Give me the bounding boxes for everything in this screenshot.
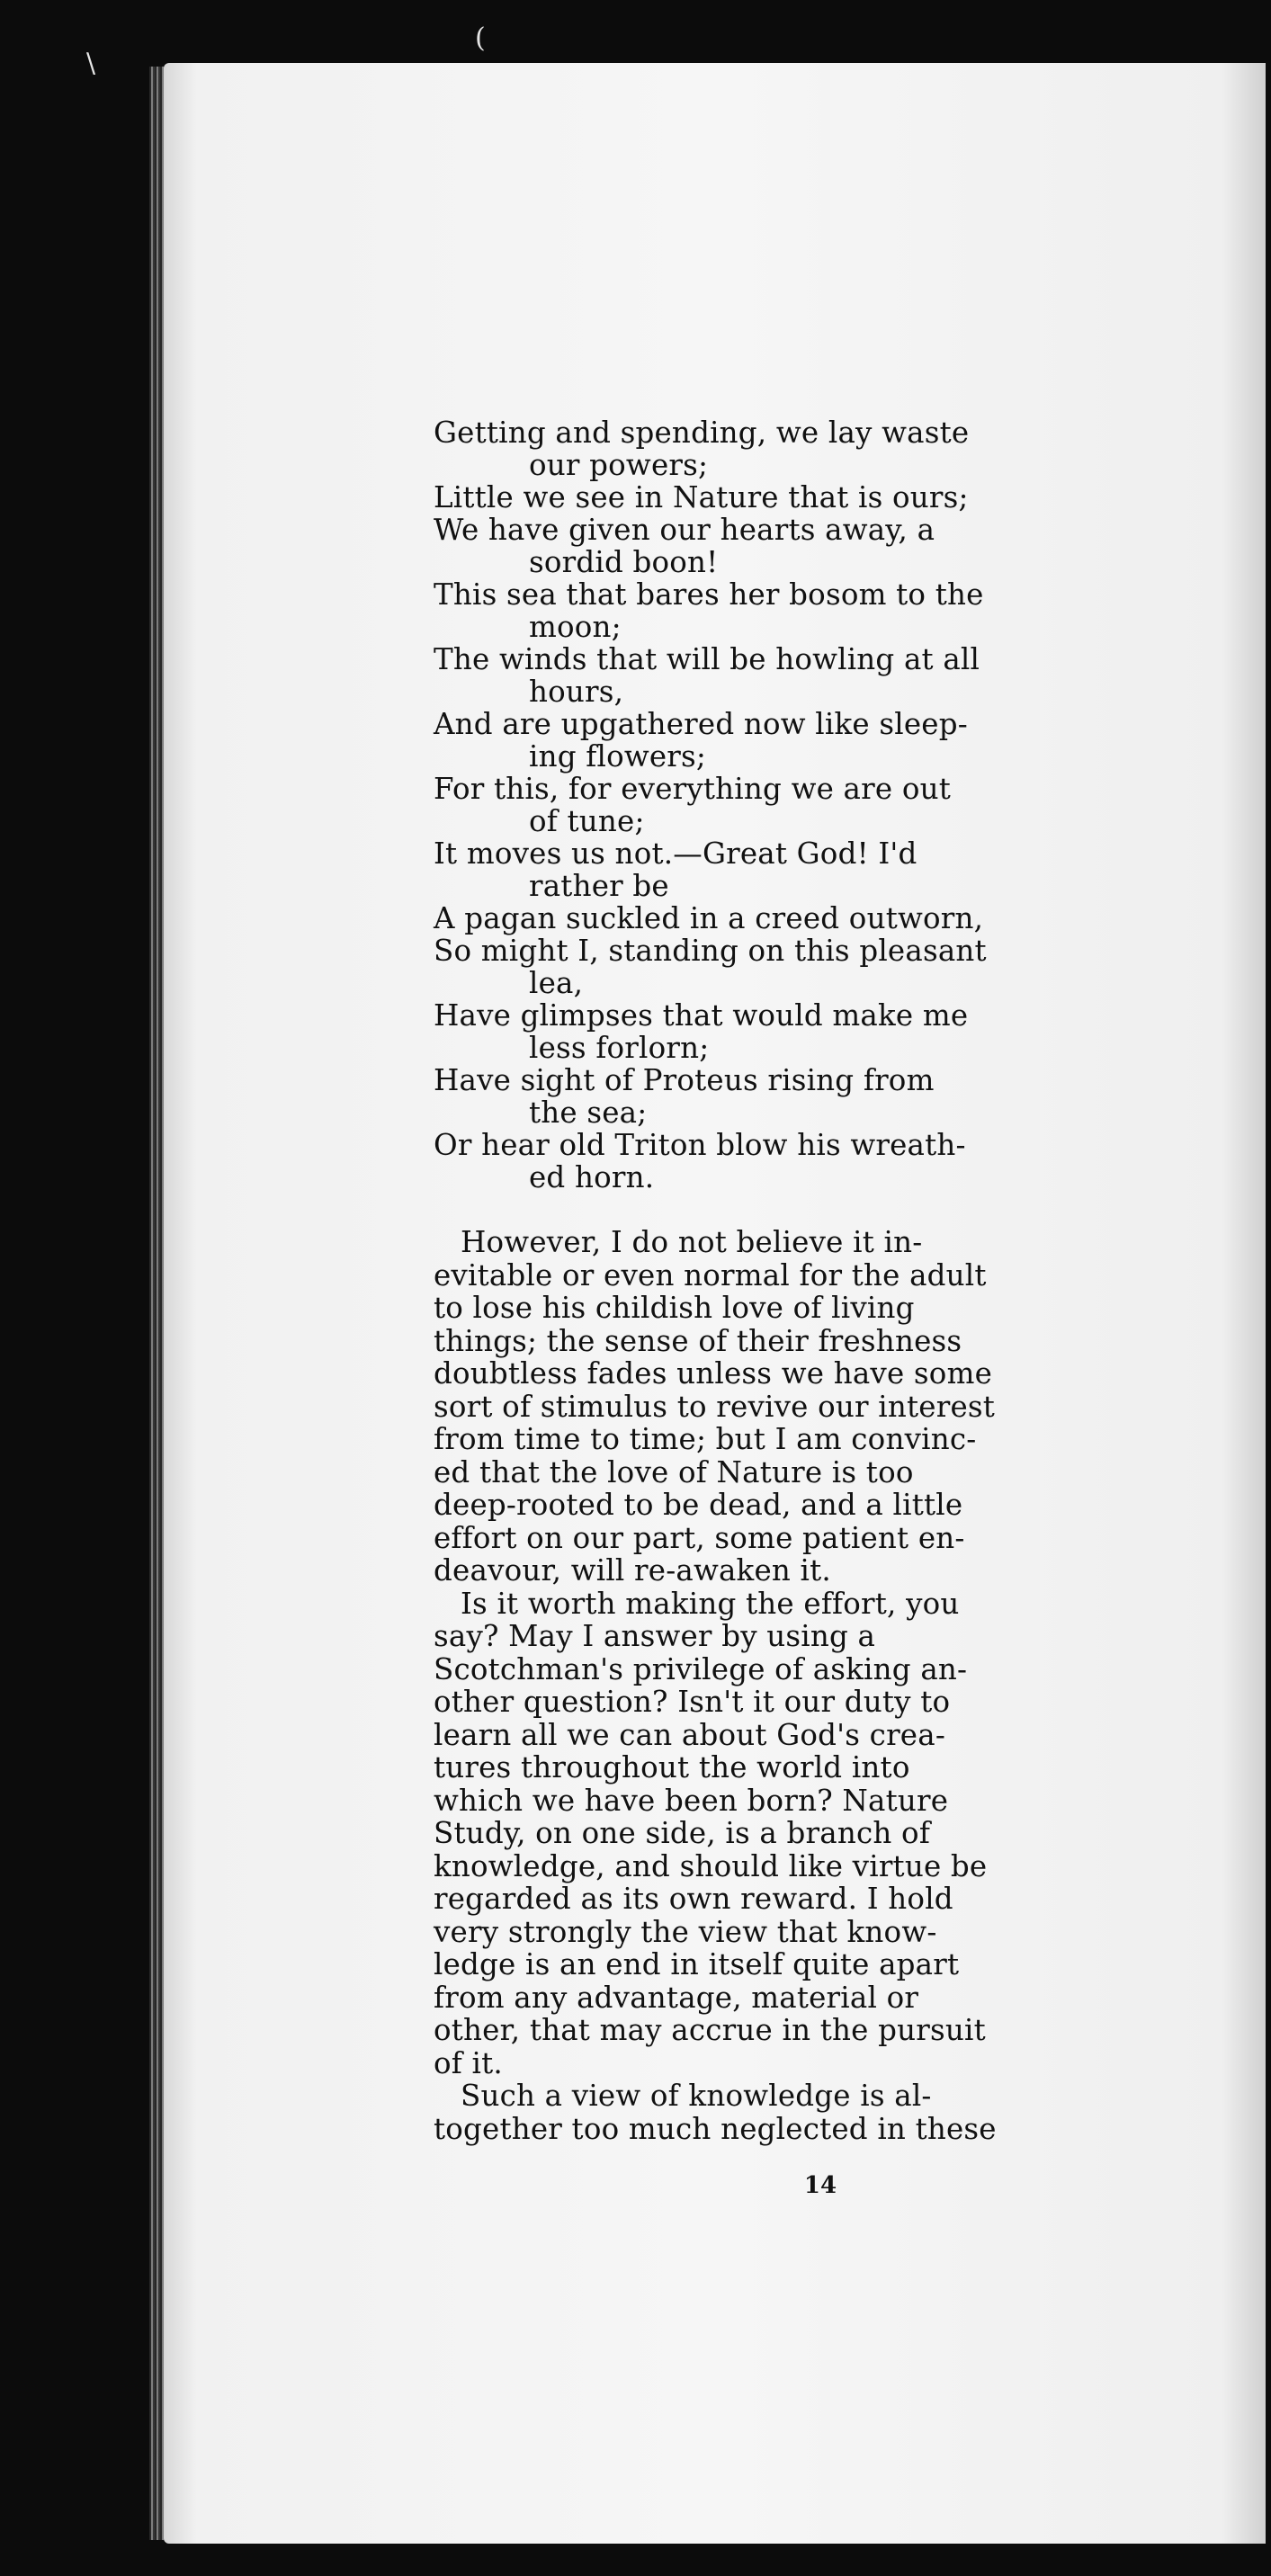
- poem-line: A pagan suckled in a creed outworn,: [434, 901, 984, 935]
- text-line: However, I do not believe it in-: [461, 1225, 923, 1259]
- text-line: together too much neglected in these: [434, 2111, 997, 2146]
- text-line: very strongly the view that know-: [434, 1914, 937, 1949]
- poem-line: Little we see in Nature that is ours;: [434, 480, 969, 514]
- paragraph: [434, 2080, 1207, 2145]
- scan-mark: (: [475, 22, 486, 54]
- poem-line: rather be: [529, 869, 669, 903]
- book-page: [164, 63, 1266, 2544]
- paragraph: [434, 1588, 1207, 2080]
- poem-line: ing flowers;: [529, 739, 707, 774]
- poem-line: sordid boon!: [529, 545, 719, 579]
- text-line: Study, on one side, is a branch of: [434, 1816, 931, 1850]
- text-line: deep-rooted to be dead, and a little: [434, 1488, 963, 1522]
- text-line: deavour, will re-awaken it.: [434, 1553, 831, 1588]
- text-block: [434, 416, 1207, 2145]
- poem-line: Have sight of Proteus rising from: [434, 1063, 935, 1097]
- poem-line: The winds that will be howling at all: [434, 642, 980, 676]
- poem-line: moon;: [529, 610, 622, 644]
- scan-mark: \: [86, 48, 96, 79]
- text-line: tures throughout the world into: [434, 1750, 910, 1784]
- poem-line: And are upgathered now like sleep-: [434, 707, 968, 741]
- text-line: evitable or even normal for the adult: [434, 1257, 987, 1292]
- paragraph: [434, 1226, 1207, 1588]
- prose-body: [434, 1226, 1207, 2145]
- poem-line: Or hear old Triton blow his wreath-: [434, 1128, 966, 1162]
- poem-line: It moves us not.—Great God! I'd: [434, 836, 917, 871]
- text-line: Is it worth making the effort, you: [461, 1586, 960, 1621]
- text-line: sort of stimulus to revive our interest: [434, 1389, 996, 1424]
- text-line: regarded as its own reward. I hold: [434, 1882, 953, 1916]
- poem-line: Have glimpses that would make me: [434, 998, 969, 1033]
- poem-line: lea,: [529, 966, 584, 1000]
- text-line: ed that the love of Nature is too: [434, 1454, 914, 1489]
- poem-line: So might I, standing on this pleasant: [434, 934, 987, 968]
- poem-line: our powers;: [529, 448, 709, 482]
- text-line: Scotchman's privilege of asking an-: [434, 1651, 968, 1686]
- text-line: other, that may accrue in the pursuit: [434, 2013, 986, 2047]
- poem-line: For this, for everything we are out: [434, 772, 951, 806]
- text-line: effort on our part, some patient en-: [434, 1520, 965, 1555]
- text-line: things; the sense of their freshness: [434, 1323, 962, 1358]
- poem-line: of tune;: [529, 804, 645, 838]
- text-line: knowledge, and should like virtue be: [434, 1848, 988, 1883]
- text-line: other question? Isn't it our duty to: [434, 1685, 951, 1719]
- poem-line: hours,: [529, 675, 624, 709]
- text-line: of it.: [434, 2045, 503, 2080]
- poem-line: This sea that bares her bosom to the: [434, 577, 984, 612]
- poem-line: the sea;: [529, 1096, 648, 1130]
- text-line: from time to time; but I am convinc-: [434, 1422, 977, 1456]
- page-number: 14: [803, 2172, 837, 2199]
- poem-stanza: [434, 416, 1207, 1194]
- poem-line: We have given our hearts away, a: [434, 513, 935, 547]
- text-line: to lose his childish love of living: [434, 1291, 915, 1325]
- text-line: learn all we can about God's crea-: [434, 1717, 945, 1752]
- text-line: doubtless fades unless we have some: [434, 1356, 993, 1391]
- text-line: which we have been born? Nature: [434, 1783, 949, 1818]
- poem-line: Getting and spending, we lay waste: [434, 416, 970, 450]
- text-line: from any advantage, material or: [434, 1980, 919, 2015]
- text-line: say? May I answer by using a: [434, 1619, 876, 1653]
- poem-line: less forlorn;: [529, 1031, 710, 1065]
- text-line: ledge is an end in itself quite apart: [434, 1947, 960, 1981]
- poem-line: ed horn.: [529, 1160, 655, 1194]
- text-line: Such a view of knowledge is al-: [461, 2079, 932, 2113]
